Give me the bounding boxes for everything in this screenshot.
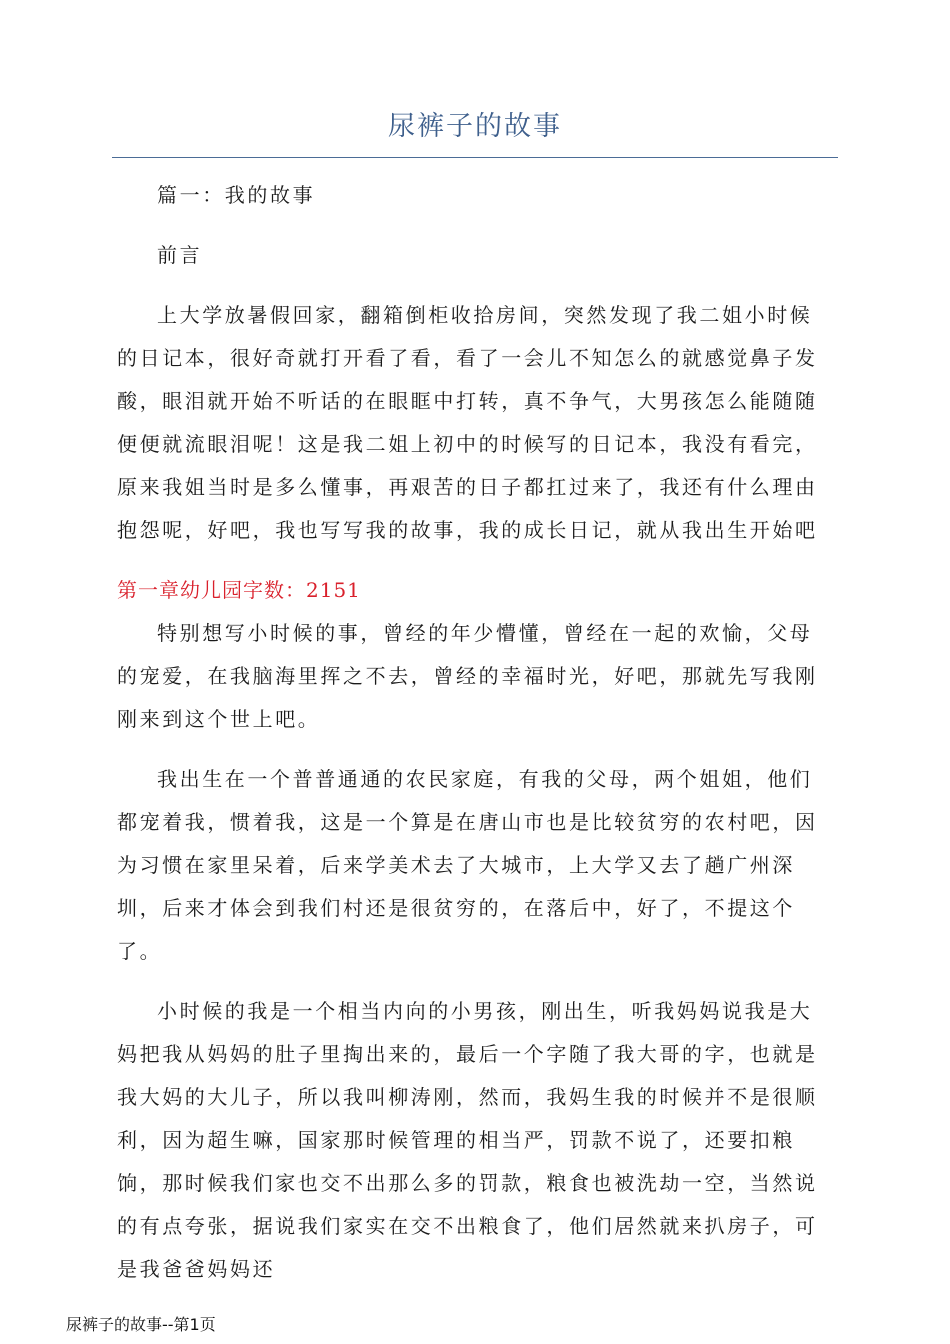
page-footer: 尿裤子的故事--第1页 <box>66 1315 216 1334</box>
part-heading: 篇一：我的故事 <box>157 183 316 207</box>
document-title: 尿裤子的故事 <box>388 111 562 142</box>
body-paragraph-2: 我出生在一个普普通通的农民家庭，有我的父母，两个姐姐，他们都宠着我，惯着我，这是一个算是在唐山市也是比较贫穷的农村吧，因为习惯在家里呆着，后来学美术去了大城市，上大学又去了趟广州深圳，后来才体会到我们村还是很贫穷的，在落后中，好了，不提这个了。 <box>117 767 818 963</box>
document-body <box>117 174 831 1291</box>
body-paragraph-3: 小时候的我是一个相当内向的小男孩，刚出生，听我妈妈说我是大妈把我从妈妈的肚子里掏出来的，最后一个字随了我大哥的字，也就是我大妈的大儿子，所以我叫柳涛刚，然而，我妈生我的时候并不是很顺利，因为超生嘛，国家那时候管理的相当严，罚款不说了，还要扣粮饷，那时候我们家也交不出那么多的罚款，粮食也被洗劫一空，当然说的有点夸张，据说我们家实在交不出粮食了，他们居然就来扒房子，可是我爸爸妈妈还 <box>117 999 818 1281</box>
preface-heading: 前言 <box>157 243 203 267</box>
title-divider <box>112 157 838 158</box>
body-paragraph-1: 特别想写小时候的事，曾经的年少懵懂，曾经在一起的欢愉，父母的宠爱，在我脑海里挥之不去，曾经的幸福时光，好吧，那就先写我刚刚来到这个世上吧。 <box>117 621 818 731</box>
chapter-heading: 第一章幼儿园字数：2151 <box>117 578 361 602</box>
preface-paragraph: 上大学放暑假回家，翻箱倒柜收拾房间，突然发现了我二姐小时候的日记本，很好奇就打开看了看，看了一会儿不知怎么的就感觉鼻子发酸，眼泪就开始不听话的在眼眶中打转，真不争气，大男孩怎么能随随便便就流眼泪呢！这是我二姐上初中的时候写的日记本，我没有看完，原来我姐当时是多么懂事，再艰苦的日子都扛过来了，我还有什么理由抱怨呢，好吧，我也写写我的故事，我的成长日记，就从我出生开始吧 <box>117 303 818 542</box>
